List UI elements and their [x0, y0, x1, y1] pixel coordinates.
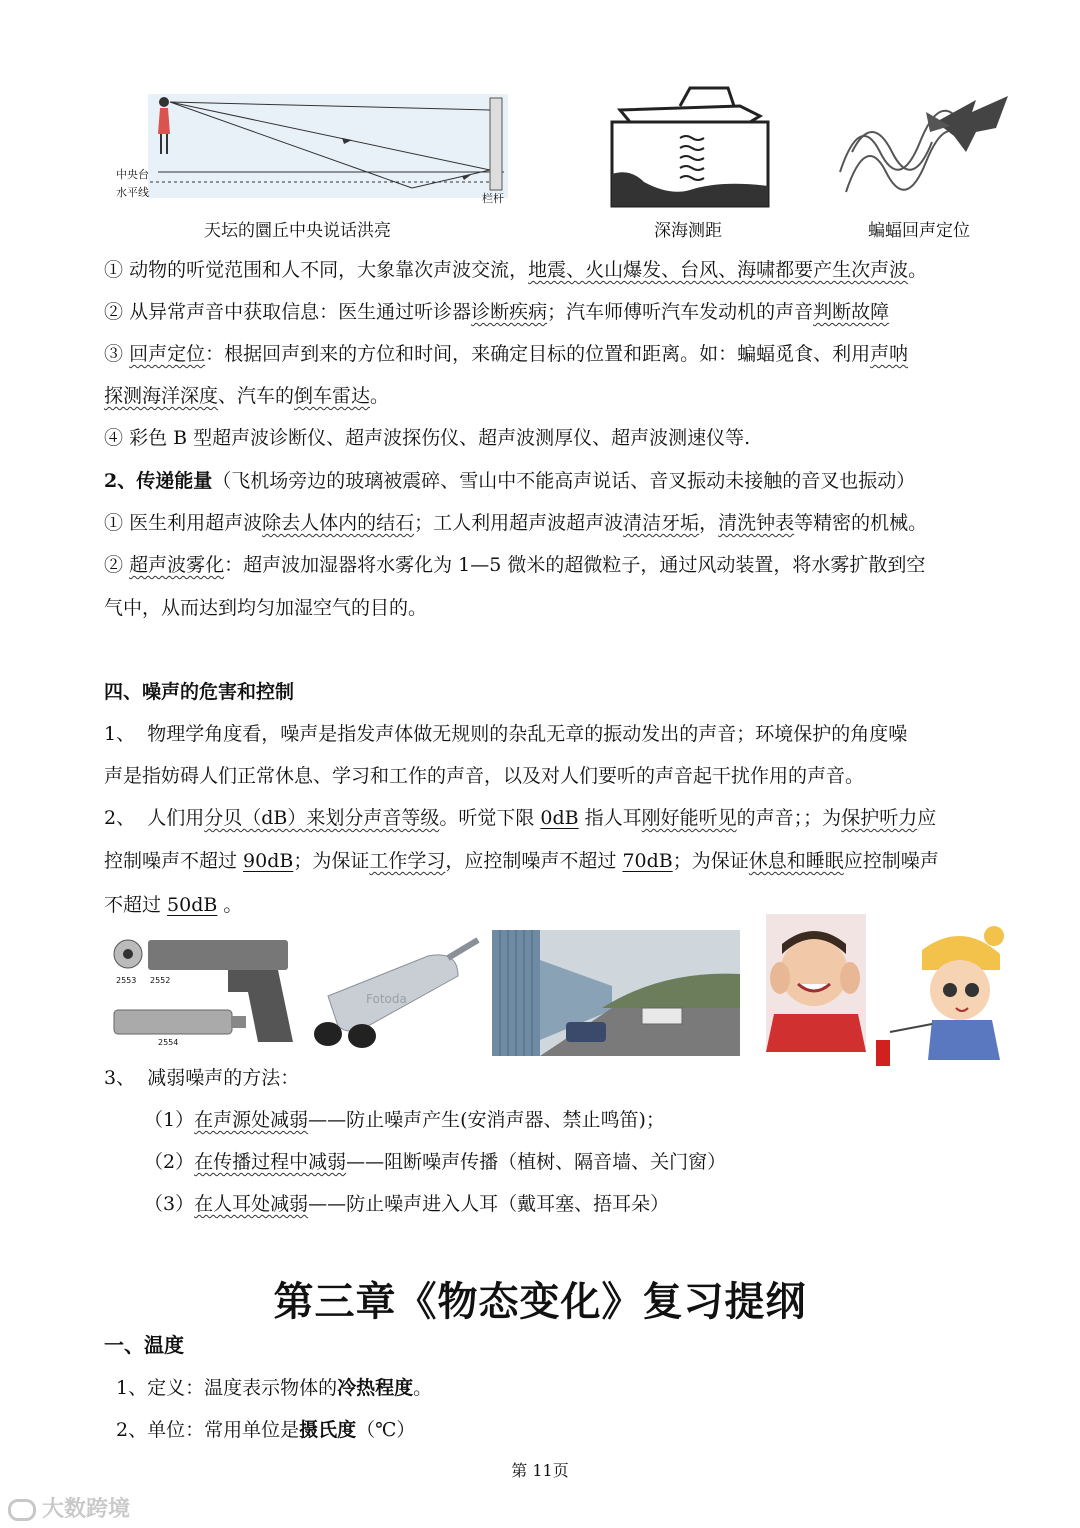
caption-bat: 蝙蝠回声定位	[868, 221, 970, 241]
info-line-5: ④ 彩色 B 型超声波诊断仪、超声波探伤仪、超声波测厚仪、超声波测速仪等.	[104, 427, 751, 449]
page-number: 第 11页	[511, 1461, 569, 1480]
noise-method-3: （3）在人耳处减弱——防止噪声进入人耳（戴耳塞、捂耳朵）	[144, 1193, 670, 1215]
energy-line-1: ① 医生利用超声波除去人体内的结石；工人利用超声波超声波清洁牙垢，清洗钟表等精密的机械。	[104, 512, 928, 534]
temperature-unit: 2、单位：常用单位是摄氏度（℃）	[116, 1419, 416, 1441]
label-level: 水平线	[116, 186, 149, 199]
energy-line-3: 气中，从而达到均匀加湿空气的目的。	[104, 597, 428, 619]
image-cartoon-firecracker	[872, 920, 1022, 1070]
noise-p2-line-3: 不超过 50dB 。	[104, 894, 243, 916]
gun-label-2552: 2552	[150, 976, 171, 985]
image-pistol-silencer	[108, 932, 298, 1052]
figure-deep-sea	[610, 82, 770, 208]
info-line-4: 探测海洋深度、汽车的倒车雷达。	[104, 385, 390, 407]
noise-p2-line-1: 2、 人们用分贝（dB）来划分声音等级。听觉下限 0dB 指人耳刚好能听见的声音；；为保护听力应	[104, 807, 937, 829]
noise-p1-line-2: 声是指妨碍人们正常休息、学习和工作的声音，以及对人们要听的声音起干扰作用的声音。	[104, 765, 865, 787]
watermark: 大数跨境	[8, 1492, 130, 1523]
muffler-watermark: Fotoda	[366, 992, 407, 1006]
info-line-3: ③ 回声定位：根据回声到来的方位和时间，来确定目标的位置和距离。如：蝙蝠觅食、利用声呐	[104, 343, 909, 365]
noise-method-2: （2）在传播过程中减弱——阻断噪声传播（植树、隔音墙、关门窗）	[144, 1151, 727, 1173]
image-child-covering-ears	[766, 914, 866, 1052]
caption-tiantan: 天坛的圜丘中央说话洪亮	[204, 221, 391, 241]
noise-p2-line-2: 控制噪声不超过 90dB；为保证工作学习，应控制噪声不超过 70dB；为保证休息和睡眠应控制噪声	[104, 850, 939, 872]
noise-p3-title: 3、 减弱噪声的方法：	[104, 1067, 300, 1089]
label-platform: 中央台	[116, 168, 149, 181]
info-line-2: ② 从异常声音中获取信息：医生通过听诊器诊断疾病；汽车师傅听汽车发动机的声音判断故障	[104, 301, 890, 323]
gun-label-2553: 2553	[116, 976, 137, 985]
watermark-logo-icon	[8, 1499, 36, 1521]
noise-p1-line-1: 1、 物理学角度看，噪声是指发声体做无规则的杂乱无章的振动发出的声音；环境保护的角度噪	[104, 723, 908, 745]
temperature-definition: 1、定义：温度表示物体的冷热程度。	[116, 1377, 433, 1399]
gun-label-2554: 2554	[158, 1038, 179, 1047]
energy-heading: 2、传递能量（飞机场旁边的玻璃被震碎、雪山中不能高声说话、音叉振动未接触的音叉也振动）	[104, 470, 916, 492]
image-sound-barrier-road	[492, 930, 740, 1056]
image-muffler	[308, 936, 488, 1054]
noise-method-1: （1）在声源处减弱——防止噪声产生(安消声器、禁止鸣笛)；	[144, 1109, 665, 1131]
figure-bat	[826, 92, 1010, 208]
energy-line-2: ② 超声波雾化：超声波加湿器将水雾化为 1—5 微米的超微粒子，通过风动装置，将水雾扩散到空	[104, 554, 926, 576]
label-rail: 栏杆	[482, 192, 504, 205]
section-temperature: 一、温度	[104, 1333, 184, 1357]
caption-deep-sea: 深海测距	[654, 221, 722, 241]
info-line-1: ① 动物的听觉范围和人不同，大象靠次声波交流，地震、火山爆发、台风、海啸都要产生次声波。	[104, 259, 928, 281]
chapter-title: 第三章《物态变化》复习提纲	[273, 1278, 807, 1325]
noise-title: 四、噪声的危害和控制	[104, 681, 295, 703]
figure-tiantan	[112, 92, 512, 204]
